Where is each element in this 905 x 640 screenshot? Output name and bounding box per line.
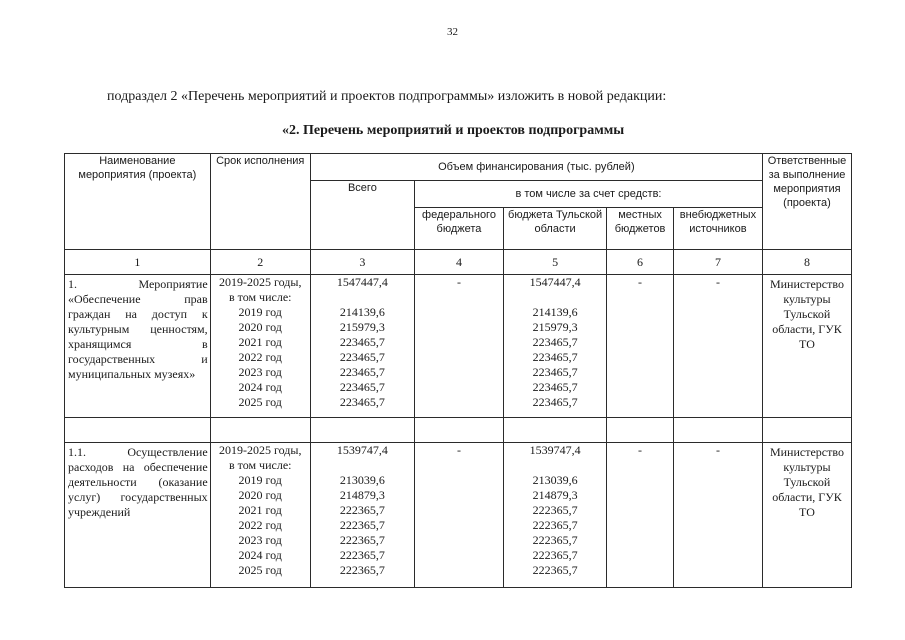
term-cell xyxy=(210,275,310,418)
page-number: 32 xyxy=(447,26,458,38)
total-value: 222365,7 xyxy=(339,518,385,532)
regional-value: 222365,7 xyxy=(532,563,578,577)
regional-value: 222365,7 xyxy=(532,548,578,562)
table-row xyxy=(65,443,852,588)
header-regional: бюджета Тульской области xyxy=(504,208,607,250)
header-name: Наименование мероприятия (проекта) xyxy=(65,154,211,250)
table-spacer-row xyxy=(65,418,852,443)
intro-text: подраздел 2 «Перечень мероприятий и проектов подпрограммы» изложить в новой редакции: xyxy=(107,89,667,104)
term-line: в том числе: xyxy=(228,290,292,304)
federal-value: - xyxy=(414,275,503,418)
column-number: 7 xyxy=(673,250,762,275)
term-line: 2021 год xyxy=(238,503,282,517)
total-value: 222365,7 xyxy=(339,503,385,517)
term-line: в том числе: xyxy=(228,458,292,472)
column-number: 8 xyxy=(762,250,851,275)
total-value: 222365,7 xyxy=(339,563,385,577)
total-value: 214139,6 xyxy=(339,305,385,319)
extrabudget-value: - xyxy=(673,275,762,418)
total-value: 223465,7 xyxy=(339,395,385,409)
local-value: - xyxy=(607,443,674,588)
federal-value: - xyxy=(414,443,503,588)
regional-value: 1547447,4 xyxy=(529,275,581,289)
activity-name: 1.1. Осуществление расходов на обеспечение деятельности (оказание услуг) государственных учреждений xyxy=(65,443,211,588)
term-line: 2024 год xyxy=(238,380,282,394)
total-value: 215979,3 xyxy=(339,320,385,334)
regional-value: 223465,7 xyxy=(532,365,578,379)
term-line: 2022 год xyxy=(238,350,282,364)
responsible-cell: Министерство культуры Тульской области, ГУК ТО xyxy=(762,443,851,588)
term-line: 2020 год xyxy=(238,320,282,334)
header-extrabudget: внебюджетных источников xyxy=(673,208,762,250)
total-value: 223465,7 xyxy=(339,365,385,379)
extrabudget-value: - xyxy=(673,443,762,588)
regional-value: 222365,7 xyxy=(532,533,578,547)
term-line: 2019-2025 годы, xyxy=(219,443,302,457)
column-number: 5 xyxy=(504,250,607,275)
term-cell xyxy=(210,443,310,588)
total-cell xyxy=(310,443,414,588)
total-value: 214879,3 xyxy=(339,488,385,502)
term-line: 2023 год xyxy=(238,365,282,379)
term-line: 2021 год xyxy=(238,335,282,349)
local-value: - xyxy=(607,275,674,418)
responsible-cell: Министерство культуры Тульской области, ГУК ТО xyxy=(762,275,851,418)
regional-value: 214879,3 xyxy=(532,488,578,502)
total-value: 223465,7 xyxy=(339,350,385,364)
term-line: 2020 год xyxy=(238,488,282,502)
header-federal: федерального бюджета xyxy=(414,208,503,250)
term-line: 2019 год xyxy=(238,305,282,319)
term-line: 2025 год xyxy=(238,395,282,409)
term-line: 2019 год xyxy=(238,473,282,487)
header-including: в том числе за счет средств: xyxy=(414,181,762,208)
column-number: 3 xyxy=(310,250,414,275)
header-responsible: Ответственные за выполнение мероприятия (проекта) xyxy=(762,154,851,250)
regional-value: 1539747,4 xyxy=(529,443,581,457)
column-number: 1 xyxy=(65,250,211,275)
regional-value: 223465,7 xyxy=(532,350,578,364)
total-value: 223465,7 xyxy=(339,380,385,394)
column-number: 6 xyxy=(607,250,674,275)
regional-cell xyxy=(504,443,607,588)
header-financing: Объем финансирования (тыс. рублей) xyxy=(310,154,762,181)
column-number: 2 xyxy=(210,250,310,275)
term-line: 2024 год xyxy=(238,548,282,562)
activities-table xyxy=(64,153,852,588)
total-cell xyxy=(310,275,414,418)
regional-value: 223465,7 xyxy=(532,335,578,349)
total-value: 1547447,4 xyxy=(336,275,388,289)
column-number: 4 xyxy=(414,250,503,275)
regional-cell xyxy=(504,275,607,418)
header-term: Срок исполнения xyxy=(210,154,310,250)
term-line: 2025 год xyxy=(238,563,282,577)
total-value: 222365,7 xyxy=(339,548,385,562)
regional-value: 215979,3 xyxy=(532,320,578,334)
regional-value: 222365,7 xyxy=(532,518,578,532)
regional-value: 223465,7 xyxy=(532,395,578,409)
header-total: Всего xyxy=(310,181,414,250)
regional-value: 214139,6 xyxy=(532,305,578,319)
header-local: местных бюджетов xyxy=(607,208,674,250)
regional-value: 213039,6 xyxy=(532,473,578,487)
term-line: 2022 год xyxy=(238,518,282,532)
total-value: 222365,7 xyxy=(339,533,385,547)
regional-value: 223465,7 xyxy=(532,380,578,394)
activity-name: 1. Мероприятие «Обеспечение прав граждан на доступ к культурным ценностям, хранящимся в государственных и муниципальных музеях» xyxy=(65,275,211,418)
section-title: «2. Перечень мероприятий и проектов подпрограммы xyxy=(282,123,625,138)
table-row xyxy=(65,275,852,418)
total-value: 223465,7 xyxy=(339,335,385,349)
total-value: 213039,6 xyxy=(339,473,385,487)
total-value: 1539747,4 xyxy=(336,443,388,457)
regional-value: 222365,7 xyxy=(532,503,578,517)
term-line: 2023 год xyxy=(238,533,282,547)
term-line: 2019-2025 годы, xyxy=(219,275,302,289)
